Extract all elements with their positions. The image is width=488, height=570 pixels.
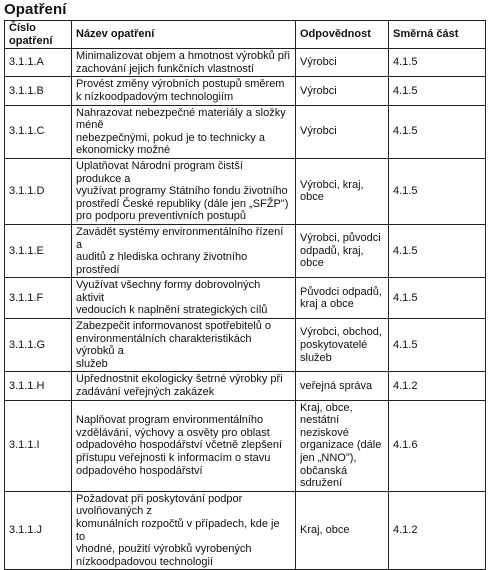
cell-part: 4.1.6 [389, 400, 486, 491]
cell-name: Uplatňovat Národní program čistší produkce a využívat programy Státního fondu životního prostředí České republiky (dále jen „SFŽP") pro podporu preventivních postupů [72, 158, 296, 224]
cell-number: 3.1.1.G [5, 319, 72, 372]
table-row [5, 400, 486, 491]
cell-part: 4.1.5 [389, 278, 486, 319]
cell-name: Naplňovat program environmentálního vzdělávání, výchovy a osvěty pro oblast odpadového hospodářství včetně zlepšení přístupu veřejnosti k informacím o stavu odpadového hospodářství [72, 400, 296, 491]
header-number-label: Číslo opatření [9, 22, 53, 47]
table-body [5, 49, 486, 570]
header-responsibility-label: Odpovědnost [300, 28, 371, 41]
cell-number: 3.1.1.B [5, 77, 72, 105]
cell-number: 3.1.1.I [5, 400, 72, 491]
cell-responsibility: Výrobci, původci odpadů, kraj, obce [296, 224, 389, 277]
cell-name: Provést změny výrobních postupů směrem k nízkoodpadovým technologiím [72, 77, 296, 105]
cell-responsibility: Výrobci, obchod, poskytovatelé služeb [296, 319, 389, 372]
header-name [72, 21, 296, 49]
cell-number: 3.1.1.F [5, 278, 72, 319]
cell-name: Nahrazovat nebezpečné materiály a složky méně nebezpečnými, pokud je to technicky a ekonomicky možné [72, 105, 296, 158]
cell-number: 3.1.1.E [5, 224, 72, 277]
header-number [5, 21, 72, 49]
cell-name: Požadovat při poskytování podpor uvolňovaných z komunálních rozpočtů v případech, kde je to vhodné, použití výrobků vyrobených nízkoodpadovou technologií [72, 491, 296, 570]
header-responsibility [296, 21, 389, 49]
header-part [389, 21, 486, 49]
cell-name: Zavádět systémy environmentálního řízení a auditů z hlediska ochrany životního prostředí [72, 224, 296, 277]
cell-number: 3.1.1.C [5, 105, 72, 158]
cell-name: Minimalizovat objem a hmotnost výrobků při zachování jejich funkčních vlastností [72, 49, 296, 77]
cell-part: 4.1.5 [389, 319, 486, 372]
table-row [5, 319, 486, 372]
cell-part: 4.1.2 [389, 491, 486, 570]
table-row [5, 372, 486, 400]
measures-table [4, 20, 486, 570]
cell-number: 3.1.1.J [5, 491, 72, 570]
table-row [5, 77, 486, 105]
cell-part: 4.1.5 [389, 158, 486, 224]
cell-part: 4.1.5 [389, 49, 486, 77]
cell-number: 3.1.1.D [5, 158, 72, 224]
cell-part: 4.1.5 [389, 105, 486, 158]
cell-part: 4.1.2 [389, 372, 486, 400]
table-row [5, 158, 486, 224]
cell-part: 4.1.5 [389, 77, 486, 105]
cell-number: 3.1.1.A [5, 49, 72, 77]
table-row [5, 49, 486, 77]
cell-name: Využívat všechny formy dobrovolných aktivit vedoucích k naplnění strategických cílů [72, 278, 296, 319]
table-row [5, 278, 486, 319]
cell-responsibility: Výrobci, kraj, obce [296, 158, 389, 224]
cell-name: Upřednostnit ekologicky šetrné výrobky při zadávání veřejných zakázek [72, 372, 296, 400]
cell-responsibility: Kraj, obce, nestátní neziskové organizace (dále jen „NNO"), občanská sdružení [296, 400, 389, 491]
cell-responsibility: veřejná správa [296, 372, 389, 400]
cell-responsibility: Výrobci [296, 77, 389, 105]
cell-responsibility: Původci odpadů, kraj a obce [296, 278, 389, 319]
table-row [5, 491, 486, 570]
header-name-label: Název opatření [76, 28, 155, 41]
header-part-label: Směrná část [393, 28, 459, 41]
table-row [5, 105, 486, 158]
table-row [5, 224, 486, 277]
cell-name: Zabezpečit informovanost spotřebitelů o environmentálních charakteristikách výrobků a služeb [72, 319, 296, 372]
table-header-row [5, 21, 486, 49]
cell-responsibility: Kraj, obce [296, 491, 389, 570]
cell-responsibility: Výrobci [296, 105, 389, 158]
cell-responsibility: Výrobci [296, 49, 389, 77]
section-heading: Opatření [4, 1, 67, 18]
cell-number: 3.1.1.H [5, 372, 72, 400]
cell-part: 4.1.5 [389, 224, 486, 277]
